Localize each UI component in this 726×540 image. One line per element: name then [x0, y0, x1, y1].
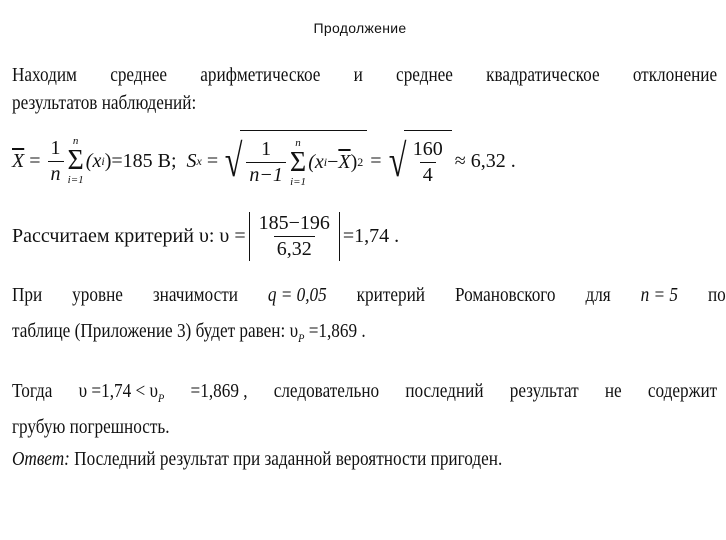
- word: квадратическое: [486, 64, 600, 86]
- para3-line2: таблице (Приложение 3) будет равен: $\upsilon_P =1,869$ .: [12, 320, 366, 345]
- square-root-2: √ $\frac{160}{4}$: [385, 130, 452, 192]
- word: арифметическое: [200, 64, 321, 86]
- s-symbol: S: [186, 149, 197, 172]
- word: отклонение: [632, 64, 718, 86]
- sum-sign: n Σ i=1: [67, 135, 84, 186]
- mean-result: =185 В;: [111, 149, 177, 172]
- page-title: Продолжение: [313, 20, 407, 36]
- formula-mean-and-deviation: $\overline{X}$ = $\frac{1}{n}$ n Σ i=1 (x i ) =185 В; S x = √ $\frac{1}{n-1}$ n Σ i=1 (x i − $\overline{X}$ ) 2 = √ $\frac{160}{4}$ ≈ 6,32 .: [12, 122, 516, 200]
- absolute-value: $\frac{185-196}{6,32}$: [249, 212, 340, 261]
- word: среднее: [110, 64, 168, 86]
- para1-line1: [12, 64, 717, 87]
- answer-line: [12, 448, 502, 471]
- para1-line2: результатов наблюдений:: [12, 92, 197, 114]
- para3-line1: При уровне значимости q = 0,05 критерий Романовского для n = 5 по: [12, 284, 726, 306]
- square-root: √ $\frac{1}{n-1}$ n Σ i=1 (x i − $\overline{X}$ ) 2: [221, 130, 367, 192]
- answer-text: Последний результат при заданной вероятности пригоден.: [69, 448, 503, 470]
- answer-label: Ответ:: [12, 448, 70, 470]
- mean-symbol: $\overline{X}$: [12, 149, 25, 172]
- para4-line1: Тогда $\upsilon =1,74 < \upsilon_P$ =1,869 , следовательно последний результат не содержит: [12, 380, 718, 405]
- word: Находим: [12, 64, 77, 86]
- word: и: [353, 64, 363, 86]
- deviation-result: ≈ 6,32 .: [454, 149, 516, 172]
- para4-line2: грубую погрешность.: [12, 416, 170, 438]
- word: среднее: [396, 64, 453, 86]
- criterion-line: Рассчитаем критерий υ: υ = $\frac{185-196}{6,32}$ =1,74 .: [12, 211, 400, 260]
- fraction: $\frac{1}{n}$: [48, 137, 64, 186]
